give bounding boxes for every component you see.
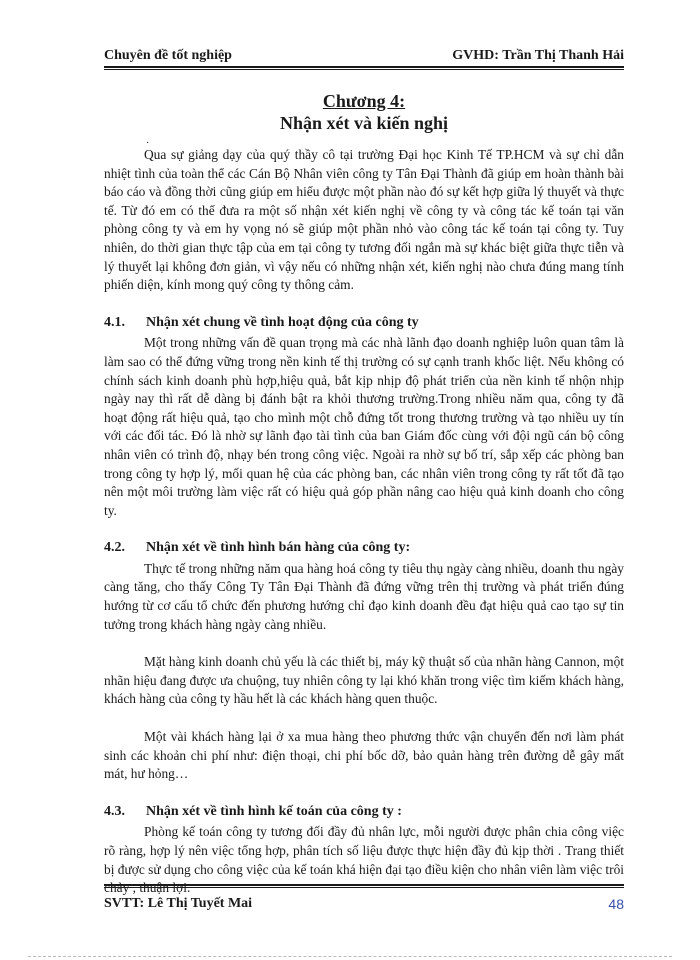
- footer-rule: [104, 884, 624, 886]
- chapter-number: Chương 4:: [322, 91, 406, 111]
- section-number: 4.1.: [104, 314, 125, 330]
- section-title: Nhận xét chung về tình hoạt động của công ty: [146, 314, 419, 330]
- page-header: [104, 42, 624, 64]
- section-title: Nhận xét về tình hình bán hàng của công ty:: [146, 540, 411, 556]
- intro-paragraph: Qua sự giảng dạy của quý thầy cô tại trường Đại học Kinh Tế TP.HCM và sự chỉ dẫn nhiệt tình của toàn thể các Cán Bộ Nhân viên công ty Tân Đại Thành đã giúp em hoàn thành bài báo cáo và đồng thời cũng giúp em hiểu được một phần nào đó sự kết hợp giữa lý thuyết và thực tế. Từ đó em có thể đưa ra một số nhận xét kiến nghị về công ty và công tác kế toán tại văn phòng công ty và em hy vọng nó sẽ giúp một phần nhỏ vào công tác kế toán tại công ty. Tuy nhiên, do thời gian thực tập của em tại công ty tương đối ngắn mà sự khác biệt giữa thực tiễn và lý thuyết lại không đơn giản, vì vậy nếu có những nhận xét, kiến nghị nào chưa đúng mang tính phiến diện, kính mong quý công ty thông cảm.: [104, 147, 624, 293]
- section-paragraph: Một trong những vấn đề quan trọng mà các nhà lãnh đạo doanh nghiệp luôn quan tâm là làm sao có thể đứng vững trong nền kinh tế thị trường có sự cạnh tranh khốc liệt. Nếu không có chính sách kinh doanh phù hợp,hiệu quả, bắt kịp nhịp độ phát triển của nền kinh tế nhộn nhịp ngày nay thì rất dễ dàng bị đánh bật ra khỏi thương trường.Trong nhiều năm qua, công ty đã hoạt động rất hiệu quả, tạo cho mình một chỗ đứng tốt trong thương trường và tạo nhiều uy tín với các đối tác. Đó là nhờ sự lãnh đạo tài tình của ban Giám đốc cùng với đội ngũ cán bộ công nhân viên có trình độ, nhạy bén trong công việc. Ngoài ra nhờ sự bố trí, sắp xếp các phòng ban trong công ty hợp lý, mối quan hệ của các phòng ban, các nhân viên trong công ty rất tốt đã tạo nên một môi trường làm việc rất có hiệu quả góp phần nâng cao hiệu quả kinh doanh cho công ty.: [104, 335, 624, 518]
- section-number: 4.3.: [104, 803, 125, 819]
- header-right: GVHD: Trần Thị Thanh Hải: [452, 48, 624, 63]
- header-left: Chuyên đề tốt nghiệp: [104, 48, 232, 63]
- section-number: 4.2.: [104, 540, 125, 556]
- document-body: [104, 146, 624, 898]
- section-heading: [104, 539, 624, 558]
- footer-rule-thin: [104, 887, 624, 888]
- section-paragraph: Thực tế trong những năm qua hàng hoá công ty tiêu thụ ngày càng nhiều, doanh thu ngày càng tăng, cho thấy Công Ty Tân Đại Thành đã đứng vững trên thị trường và phát triển đúng hướng từ cơ cấu tổ chức đến phương hướng chỉ đạo kinh doanh đều đạt hiệu quả cao tạo sự tin tưởng trong khách hàng ngày càng nhiều.: [104, 560, 624, 632]
- stray-dot: ·: [146, 138, 150, 149]
- page-footer: [104, 896, 624, 912]
- page-boundary: [28, 956, 672, 957]
- section-title: Nhận xét về tình hình kế toán của công ty :: [146, 803, 402, 819]
- footer-student: SVTT: Lê Thị Tuyết Mai: [104, 896, 253, 911]
- header-rule-thin: [104, 69, 624, 70]
- chapter-title: Nhận xét và kiến nghị: [279, 113, 449, 133]
- section-paragraph: Một vài khách hàng lại ở xa mua hàng theo phương thức vận chuyển đến nơi làm phát sinh các khoản chi phí như: điện thoại, chi phí bốc dỡ, bảo quản hàng trên đường dễ gây mất mát, hư hỏng…: [104, 729, 624, 782]
- section-paragraph: Phòng kế toán công ty tương đối đầy đủ nhân lực, mỗi người được phân chia công việc rõ ràng, hợp lý nên việc tổng hợp, phân tích số liệu được thực hiện đầy đủ kịp thời . Trang thiết bị được sử dụng cho công việc của kế toán khá hiện đại tạo điều kiện cho nhân viên làm việc trôi chảy , thuận lợi.: [104, 824, 624, 896]
- chapter-heading: [104, 90, 624, 134]
- section-heading: [104, 314, 624, 333]
- header-rule: [104, 66, 624, 68]
- section-paragraph: Mặt hàng kinh doanh chủ yếu là các thiết bị, máy kỹ thuật số của nhãn hàng Cannon, một nhãn hiệu đang được ưa chuộng, tuy nhiên công ty lại khó khăn trong việc tìm kiếm khách hàng, khách hàng của công ty hầu hết là các khách hàng quen thuộc.: [104, 654, 624, 707]
- page-number: 48: [608, 896, 624, 912]
- section-heading: [104, 803, 624, 822]
